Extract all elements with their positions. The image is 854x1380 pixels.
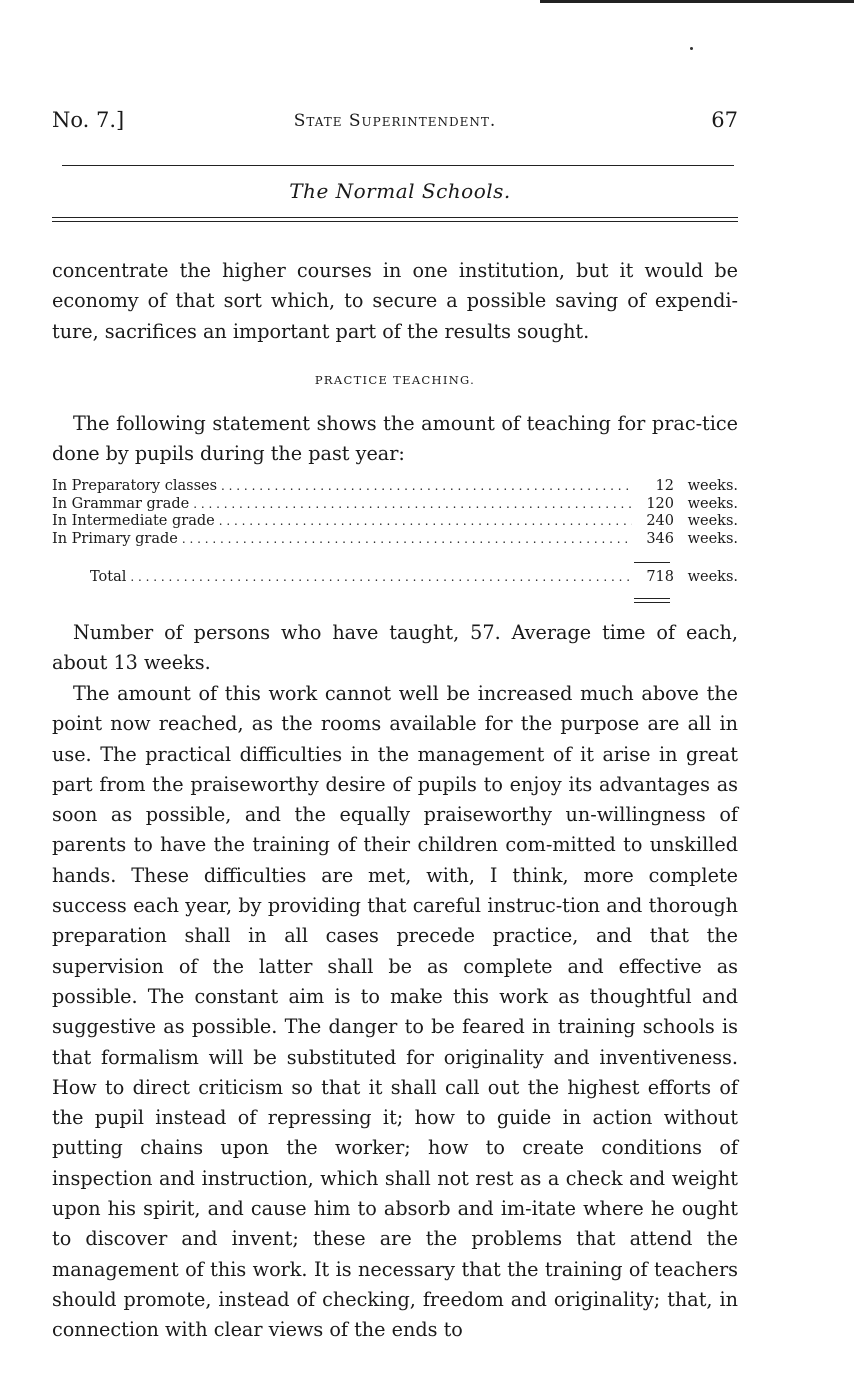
stat-unit: weeks. bbox=[687, 495, 738, 512]
leader-dots bbox=[182, 531, 632, 549]
stat-unit: weeks. bbox=[687, 530, 738, 547]
running-title: State Superintendent. bbox=[293, 111, 497, 131]
section-subtitle: The Normal Schools. bbox=[289, 179, 511, 203]
stat-value: 120 bbox=[646, 495, 674, 512]
stat-label: In Primary grade bbox=[52, 530, 178, 547]
total-unit: weeks. bbox=[687, 569, 738, 585]
leader-dots bbox=[130, 569, 632, 587]
stat-row-intermediate bbox=[52, 513, 738, 531]
total-double-rule-1 bbox=[634, 598, 670, 599]
section-heading: PRACTICE TEACHING. bbox=[314, 373, 476, 387]
stat-row-preparatory bbox=[52, 478, 738, 496]
total-double-rule-2 bbox=[634, 602, 670, 603]
subtitle-rule-1 bbox=[52, 217, 738, 218]
stat-row-total bbox=[52, 569, 738, 587]
stat-row-primary bbox=[52, 531, 738, 549]
leader-dots bbox=[193, 496, 632, 514]
stat-value: 240 bbox=[646, 513, 674, 529]
paragraph-1: concentrate the higher courses in one institution, but it would be economy of that sort which, to secure a possible saving of expendi-ture, sacrifices an important part of the results sought. bbox=[52, 259, 738, 343]
total-value: 718 bbox=[646, 569, 674, 585]
document-number: No. 7.] bbox=[52, 108, 125, 132]
running-header bbox=[52, 108, 738, 138]
sum-rule bbox=[634, 562, 670, 563]
leader-dots bbox=[221, 478, 632, 496]
stat-label: In Grammar grade bbox=[52, 495, 190, 512]
stat-unit: weeks. bbox=[687, 478, 738, 494]
header-rule bbox=[62, 165, 734, 166]
paragraph-4: The amount of this work cannot well be increased much above the point now reached, as the rooms available for the purpose are all in use. The practical difficulties in the management of it arise in great part from the praiseworthy desire of pupils to enjoy its advantages as soon as possible, and the equally praiseworthy un-willingness of parents to have the training of their children com-mitted to unskilled hands. These difficulties are met, with, I think, more complete success each year, by providing that careful instruc-tion and thorough preparation shall in all cases precede practice, and that the supervision of the latter shall be as complete and effective as possible. The constant aim is to make this work as thoughtful and suggestive as possible. The danger to be feared in training schools is that formalism will be substituted for originality and inventiveness. How to direct criticism so that it shall call out the highest efforts of the pupil instead of repressing it; how to guide in action without putting chains upon the worker; how to create conditions of inspection and instruction, which shall not rest as a check and weight upon his spirit, and cause him to absorb and im-itate where he ought to discover and invent; these are the problems that attend the management of this work. It is necessary that the training of teachers should promote, instead of checking, freedom and originality; that, in connection with clear views of the ends to bbox=[52, 682, 738, 1342]
practice-table bbox=[52, 478, 738, 548]
total-label: Total bbox=[90, 569, 127, 585]
leader-dots bbox=[219, 513, 632, 531]
stat-value: 346 bbox=[646, 530, 674, 547]
print-speck bbox=[690, 47, 693, 50]
page-number: 67 bbox=[711, 108, 738, 132]
stat-label: In Preparatory classes bbox=[52, 478, 218, 494]
top-edge-rule bbox=[540, 0, 854, 3]
stat-row-grammar bbox=[52, 496, 738, 514]
stat-label: In Intermediate grade bbox=[52, 513, 215, 529]
subtitle-rule-2 bbox=[52, 221, 738, 222]
stat-value: 12 bbox=[655, 478, 674, 494]
paragraph-3: Number of persons who have taught, 57. Average time of each, about 13 weeks. bbox=[52, 621, 738, 675]
paragraph-2: The following statement shows the amount of teaching for prac-tice done by pupils during the past year: bbox=[52, 412, 738, 466]
stat-unit: weeks. bbox=[687, 513, 738, 529]
